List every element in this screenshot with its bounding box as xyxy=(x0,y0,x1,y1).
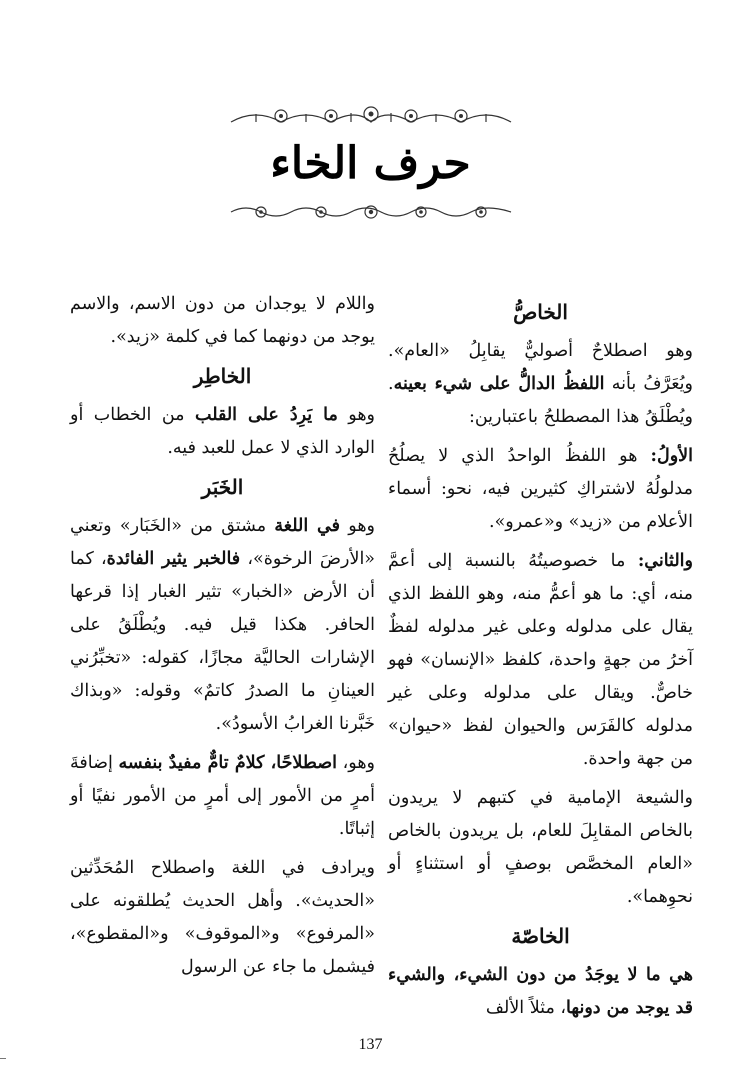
paragraph xyxy=(70,747,375,846)
text-run: والشيعة الإمامية في كتبهم لا يريدون بالخاص المقابِلَ للعام، بل يريدون بالخاص «العام المخصَّص بوصفٍ أو استثناءٍ أو نحوِهما». xyxy=(388,788,693,907)
text-run: وهو، xyxy=(336,753,375,773)
bold-text: اصطلاحًا، كلامٌ تامٌّ مفيدٌ بنفسه xyxy=(118,753,337,773)
entry-heading: الخَبَر xyxy=(201,475,244,499)
text-run: وهو xyxy=(339,516,376,536)
paragraph xyxy=(70,852,375,984)
page-number: 137 xyxy=(358,1036,383,1053)
text-run: واللام لا يوجدان من دون الاسم، والاسم يوجد من دونهما كما في كلمة «زيد». xyxy=(70,294,375,347)
left-column xyxy=(70,288,375,990)
paragraph xyxy=(388,959,693,1025)
text-run: . ويُطْلَقُ هذا المصطلحُ باعتبارين: xyxy=(388,374,693,427)
entry-heading: الخاصّة xyxy=(511,924,570,948)
paragraph xyxy=(388,335,693,434)
floral-ornament-icon xyxy=(226,100,516,130)
entry-heading: الخاصُّ xyxy=(513,300,568,324)
text-run: ويرادف في اللغة واصطلاح المُحَدِّثين «الحديث». وأهل الحديث يُطلقونه على «المرفوع» و«الموقوف» و«المقطوع»، فيشمل ما جاء عن الرسول xyxy=(70,858,375,977)
text-run: وهو اصطلاحٌ أصوليٌّ يقابِلُ «العام». ويُعَرَّفُ بأنه xyxy=(388,341,693,394)
paragraph xyxy=(388,545,693,776)
floral-ornament-icon xyxy=(226,200,516,224)
bold-text: فالخبر يثير الفائدة xyxy=(106,549,241,569)
text-run: هو اللفظُ الواحدُ الذي لا يصلُحُ مدلولُهُ لاشتراكِ كثيرين فيه، نحو: أسماء الأعلام من «زيد» و«عمرو». xyxy=(388,446,693,532)
text-run: ، كما أن الأرض «الخبار» تثير الغبار إذا قرعها الحافر. هكذا قيل فيه. ويُطْلَقُ على الإشارات الحاليَّة مجازًا، كقوله: «تخبِّرُني العينانِ ما الصدرُ كاتمٌ» وقوله: «وبذاك خَبَّرنا الغرابُ الأسودُ». xyxy=(70,549,375,734)
paragraph xyxy=(388,782,693,914)
bottom-ornament xyxy=(0,200,741,224)
paragraph xyxy=(70,288,375,354)
text-run: وهو xyxy=(337,405,375,425)
bold-text: والثاني: xyxy=(637,551,693,571)
edge-mark xyxy=(0,1058,6,1059)
bold-text: هي ما لا يوجَدُ من دون الشيء، والشيء قد يوجد من دونها xyxy=(388,965,693,1018)
paragraph xyxy=(388,440,693,539)
entry-heading: الخاطِر xyxy=(193,364,252,388)
chapter-title: حرف الخاء xyxy=(270,138,471,189)
text-run: مشتق من «الخَبَار» وتعني «الأرضَ الرخوة»، xyxy=(70,516,376,569)
bold-text: في اللغة xyxy=(274,516,340,536)
bold-text: اللفظُ الدالُّ على شيء بعينه xyxy=(393,374,605,394)
paragraph xyxy=(70,399,375,465)
paragraph xyxy=(70,510,375,741)
bold-text: ما يَرِدُ على القلب xyxy=(195,405,338,425)
text-run: ، مثلاً الألف xyxy=(485,998,567,1018)
top-ornament xyxy=(0,100,741,130)
text-run: إضافةَ أمرٍ من الأمور إلى أمرٍ من الأمور نفيًا أو إثباتًا. xyxy=(70,753,375,839)
right-column xyxy=(388,290,693,1031)
bold-text: الأولُ: xyxy=(650,446,693,466)
text-run: ما خصوصيتُهُ بالنسبة إلى أعمَّ منه، أي: ما هو أعمُّ منه، وهو اللفظ الذي يقال على مدلوله وعلى غير مدلوله لفظٌ آخرُ من جهةٍ واحدة، كلفظ «الإنسان» فهو خاصٌّ. ويقال على مدلوله وعلى غير مدلوله كالفَرَس والحيوان لفظ «حيوان» من جهة واحدة. xyxy=(388,551,693,769)
text-run: من الخطاب أو الوارد الذي لا عمل للعبد فيه. xyxy=(70,405,375,458)
